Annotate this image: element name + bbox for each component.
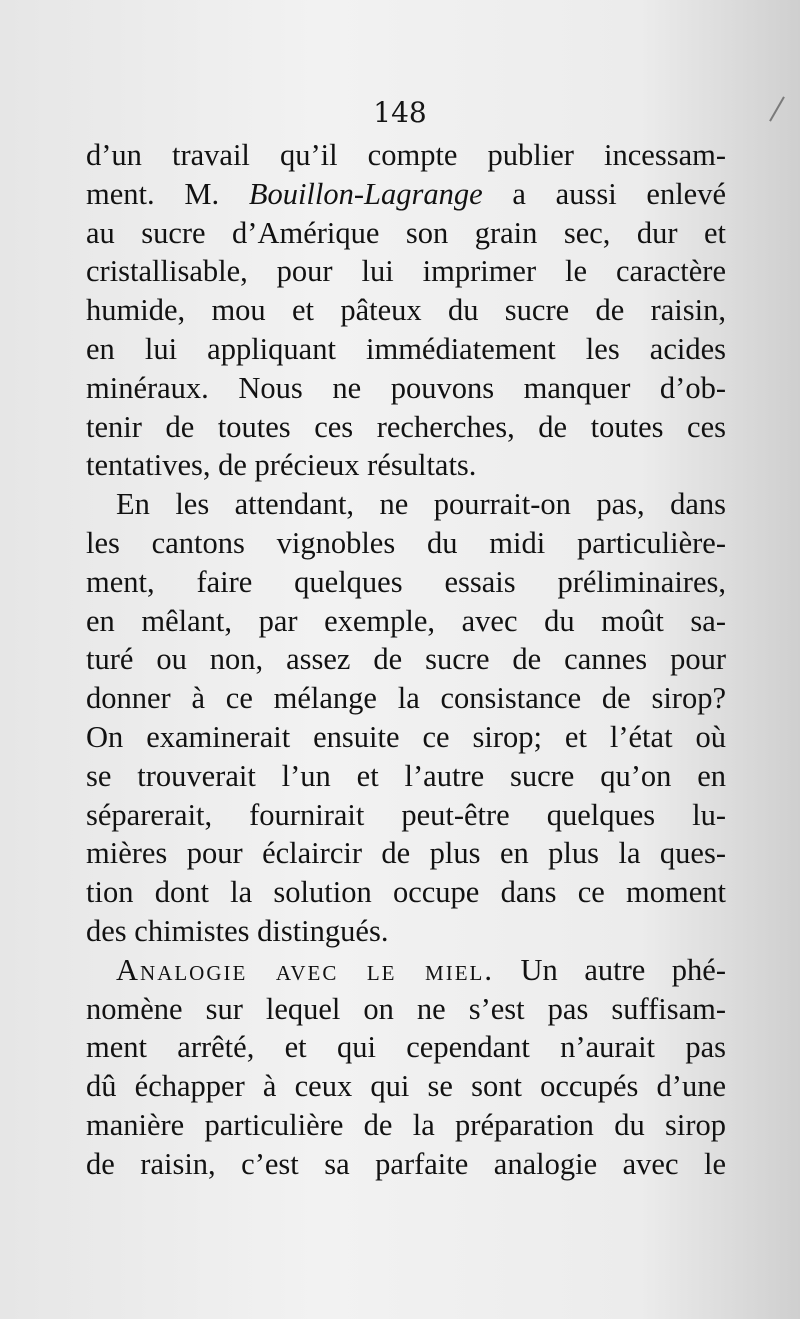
text-run: ment. M. — [86, 176, 249, 211]
text-line: humide, mou et pâteux du sucre de raisin, — [86, 293, 726, 328]
text-line: au sucre d’Amérique son grain sec, dur et — [86, 215, 726, 250]
text-line — [86, 175, 726, 214]
text-line: turé ou non, assez de sucre de cannes pour — [86, 642, 726, 677]
text-line: en lui appliquant immédiatement les acides — [86, 331, 726, 366]
text-line: se trouverait l’un et l’autre sucre qu’on en — [86, 758, 726, 793]
text-line: nomène sur lequel on ne s’est pas suffisam- — [86, 991, 726, 1026]
text-run: a aussi enlevé — [482, 176, 726, 211]
text-line: minéraux. Nous ne pouvons manquer d’ob- — [86, 370, 726, 405]
text-line: manière particulière de la préparation du sirop — [86, 1107, 726, 1142]
text-line: On examinerait ensuite ce sirop; et l’état où — [86, 719, 726, 754]
text-line-last: tentatives, de précieux résultats. — [86, 448, 477, 483]
text-line: donner à ce mélange la consistance de sirop? — [86, 681, 726, 716]
text-line: dû échapper à ceux qui se sont occupés d’une — [86, 1069, 726, 1104]
author-name-italic: Bouillon-Lagrange — [248, 176, 483, 211]
text-line: en mêlant, par exemple, avec du moût sa- — [86, 603, 726, 638]
text-line-last: des chimistes distingués. — [86, 913, 389, 948]
text-line: tenir de toutes ces recherches, de toutes ces — [86, 409, 726, 444]
text-line: ment, faire quelques essais préliminaires, — [86, 564, 726, 599]
text-line: ment arrêté, et qui cependant n’aurait pas — [86, 1030, 726, 1065]
text-line: d’un travail qu’il compte publier incessam- — [86, 138, 726, 172]
text-line: de raisin, c’est sa parfaite analogie avec le — [86, 1146, 726, 1181]
paragraph-first-line: En les attendant, ne pourrait-on pas, dans — [116, 487, 726, 522]
text-line: cristallisable, pour lui imprimer le caractère — [86, 254, 726, 289]
text-line: mières pour éclaircir de plus en plus la ques- — [86, 836, 726, 871]
section-heading: Analogie avec le miel. — [116, 952, 494, 987]
paragraph-first-line — [86, 951, 726, 990]
text-run: Un autre phé- — [493, 952, 726, 987]
text-line: les cantons vignobles du midi particulière- — [86, 525, 726, 560]
text-line: tion dont la solution occupe dans ce moment — [86, 875, 726, 910]
text-line: séparerait, fournirait peut-être quelques lu- — [86, 797, 726, 832]
page-number: 148 — [373, 96, 427, 129]
body-text — [86, 136, 726, 1184]
